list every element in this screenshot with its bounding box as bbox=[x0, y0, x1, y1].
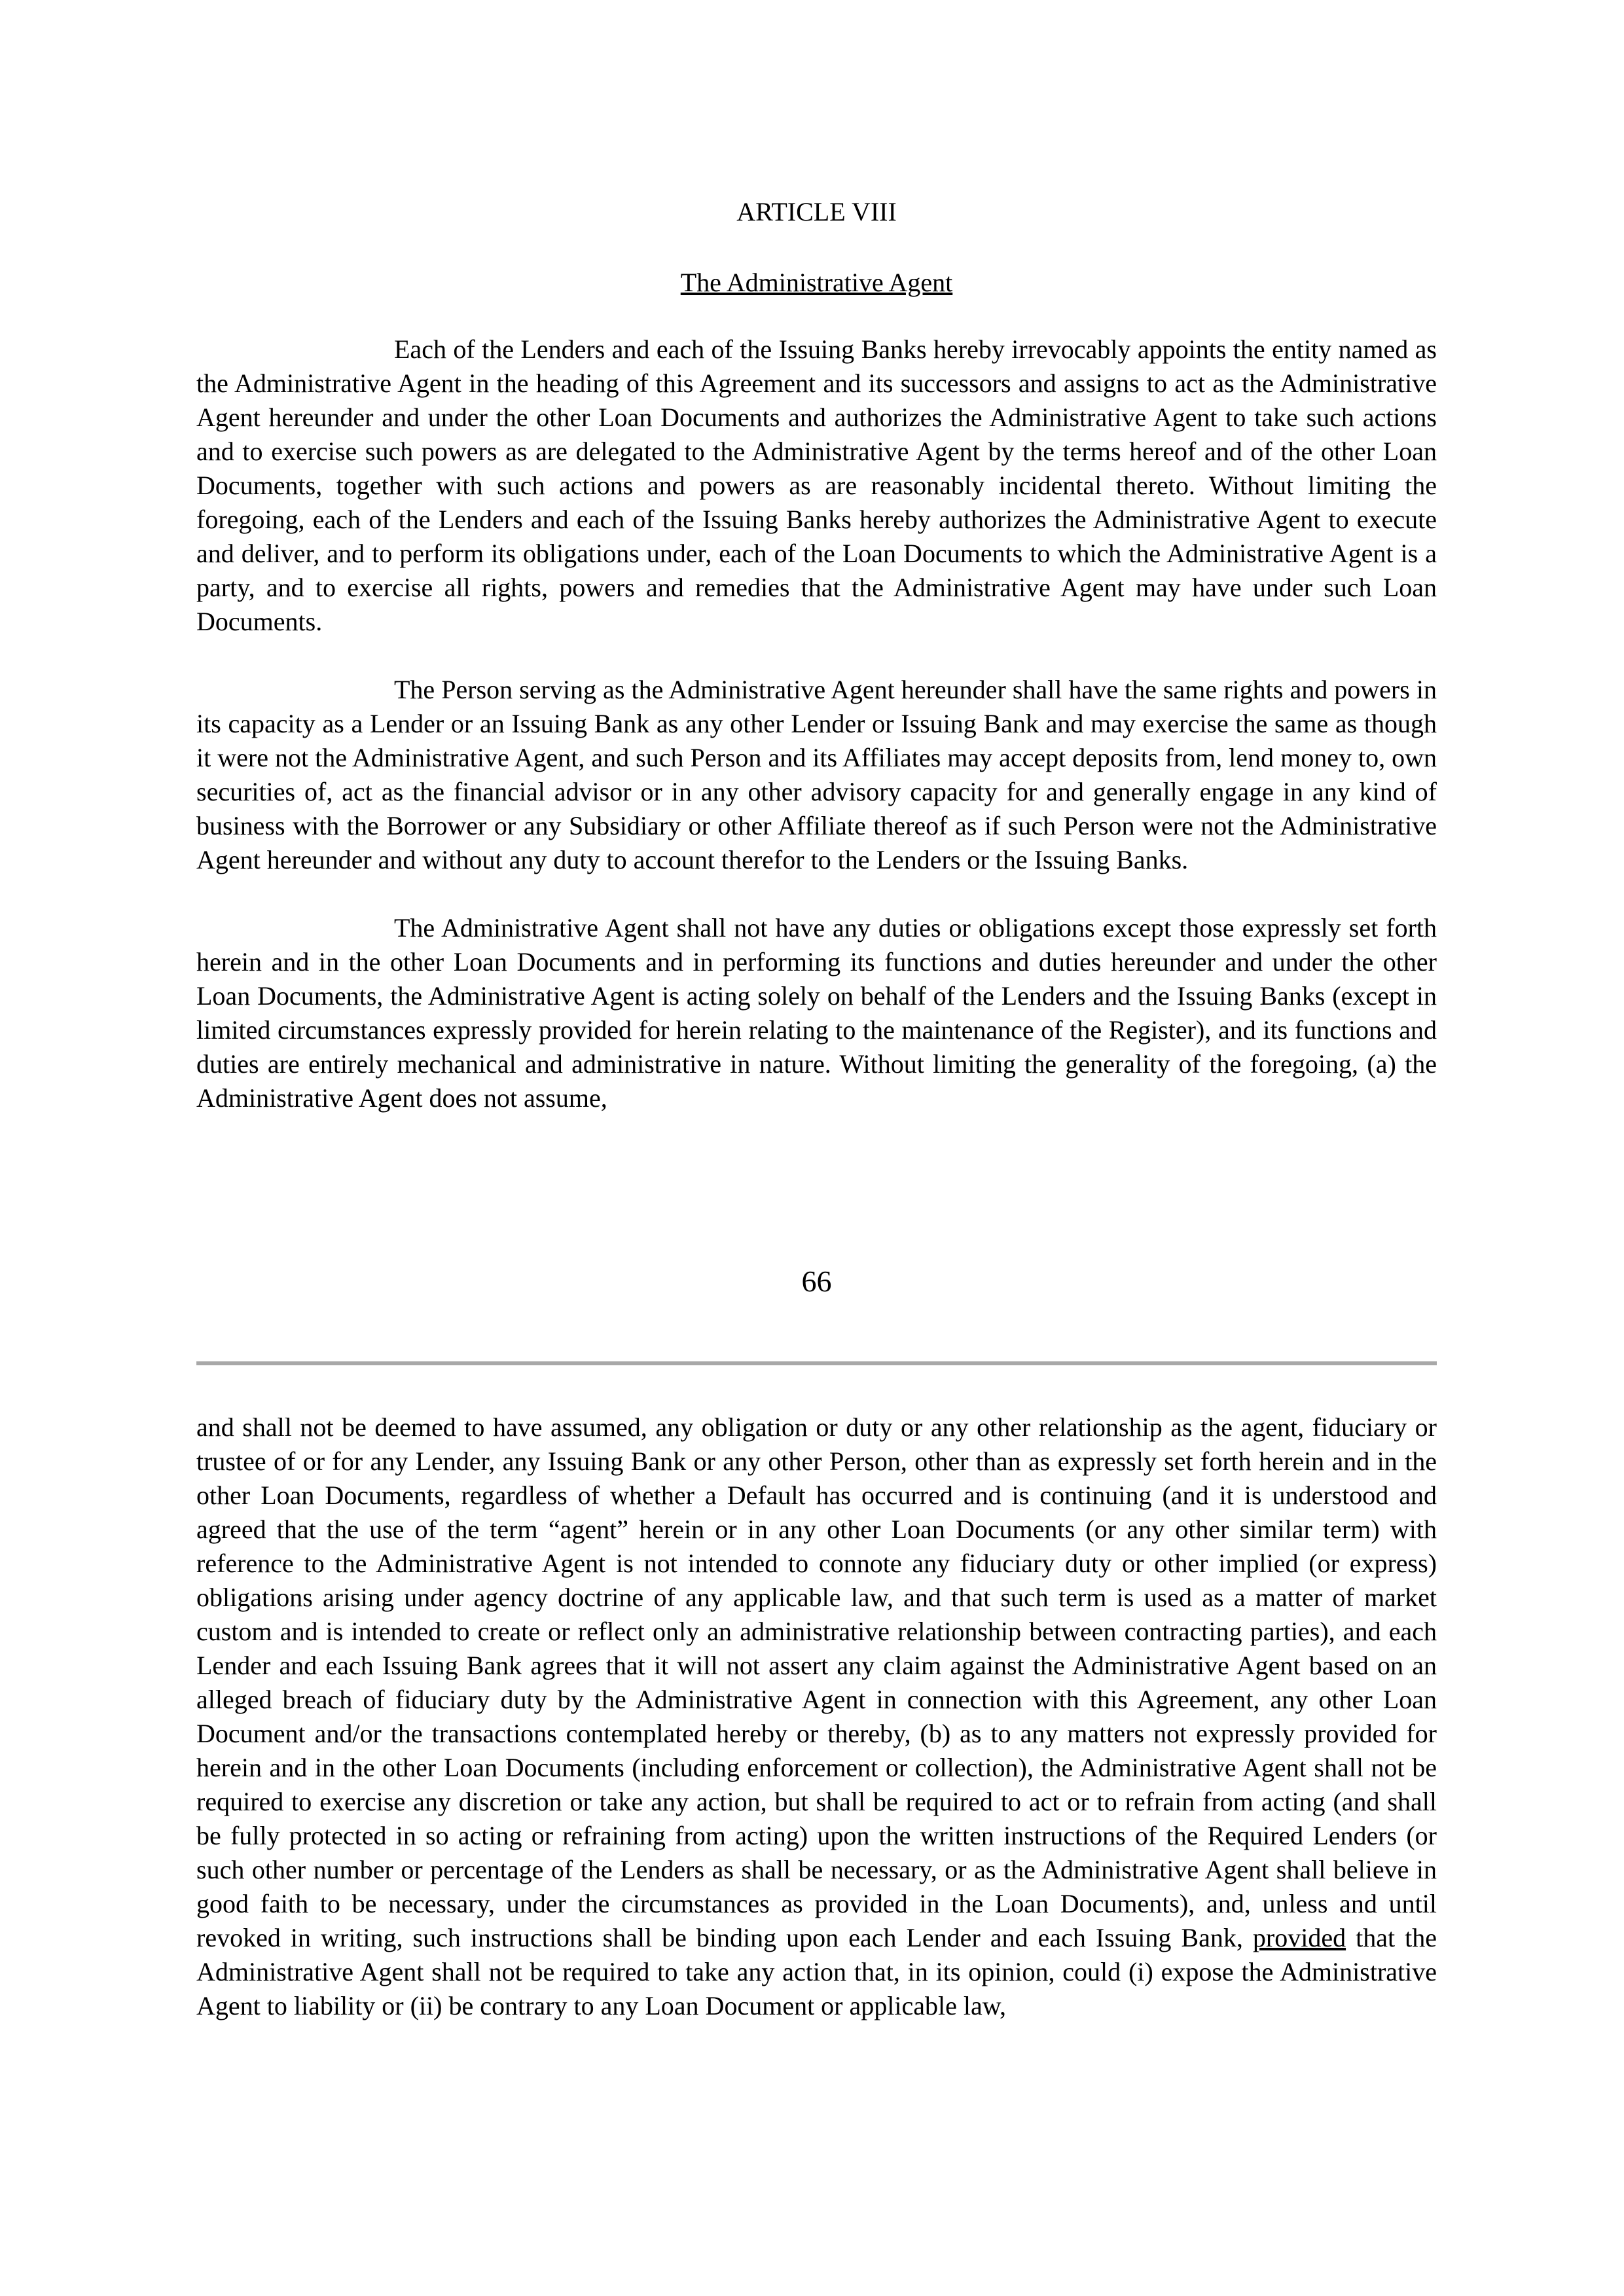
continuation-text-before: and shall not be deemed to have assumed, any obligation or duty or any other relationship as the agent, fiduciary or trustee of or for any Lender, any Issuing Bank or any other Person, other than as expressly set forth herein and in the other Loan Documents, regardless of whether a Default has occurred and is continuing (and it is understood and agreed that the use of the term “agent” herein or in any other Loan Documents (or any other similar term) with reference to the Administrative Agent is not intended to connote any fiduciary duty or other implied (or express) obligations arising under agency doctrine of any applicable law, and that such term is used as a matter of market custom and is intended to create or reflect only an administrative relationship between contracting parties), and each Lender and each Issuing Bank agrees that it will not assert any claim against the Administrative Agent based on an alleged breach of fiduciary duty by the Administrative Agent in connection with this Agreement, any other Loan Document and/or the transactions contemplated hereby or thereby, (b) as to any matters not expressly provided for herein and in the other Loan Documents (including enforcement or collection), the Administrative Agent shall not be required to exercise any discretion or take any action, but shall be required to act or to refrain from acting (and shall be fully protected in so acting or refraining from acting) upon the written instructions of the Required Lenders (or such other number or percentage of the Lenders as shall be necessary, or as the Administrative Agent shall believe in good faith to be necessary, under the circumstances as provided in the Loan Documents), and, unless and until revoked in writing, such instructions shall be binding upon each Lender and each Issuing Bank, bbox=[196, 1412, 1437, 1952]
continuation-text-after: that the Administrative Agent shall not be required to take any action that, in its opinion, could (i) expose the Administrative Agent to liability or (ii) be contrary to any Loan Document or applicable law, bbox=[196, 1923, 1437, 2020]
paragraph-duties: The Administrative Agent shall not have any duties or obligations except those expressly set forth herein and in the other Loan Documents and in performing its functions and duties hereunder and under the other Loan Documents, the Administrative Agent is acting solely on behalf of the Lenders and the Issuing Banks (except in limited circumstances expressly provided for herein relating to the maintenance of the Register), and its functions and duties are entirely mechanical and administrative in nature. Without limiting the generality of the foregoing, (a) the Administrative Agent does not assume, bbox=[196, 913, 1437, 1113]
provided-term: provided bbox=[1252, 1923, 1346, 1952]
page-number: 66 bbox=[801, 1265, 832, 1298]
page-66-body bbox=[196, 195, 1437, 1115]
article-heading: ARTICLE VIII bbox=[736, 197, 897, 226]
page-divider bbox=[196, 1361, 1437, 1365]
continuation-paragraph bbox=[196, 1410, 1437, 2023]
paragraph-appointment: Each of the Lenders and each of the Issuing Banks hereby irrevocably appoints the entity named as the Administrative Agent in the heading of this Agreement and its successors and assigns to act as the Administrative Agent hereunder and under the other Loan Documents and authorizes the Administrative Agent to take such actions and to exercise such powers as are delegated to the Administrative Agent by the terms hereof and of the other Loan Documents, together with such actions and powers as are reasonably incidental thereto. Without limiting the foregoing, each of the Lenders and each of the Issuing Banks hereby authorizes the Administrative Agent to execute and deliver, and to perform its obligations under, each of the Loan Documents to which the Administrative Agent is a party, and to exercise all rights, powers and remedies that the Administrative Agent may have under such Loan Documents. bbox=[196, 334, 1437, 636]
article-title: The Administrative Agent bbox=[680, 268, 953, 297]
paragraph-rights-as-lender: The Person serving as the Administrative Agent hereunder shall have the same rights and powers in its capacity as a Lender or an Issuing Bank as any other Lender or Issuing Bank and may exercise the same as though it were not the Administrative Agent, and such Person and its Affiliates may accept deposits from, lend money to, own securities of, act as the financial advisor or in any other advisory capacity for and generally engage in any kind of business with the Borrower or any Subsidiary or other Affiliate thereof as if such Person were not the Administrative Agent hereunder and without any duty to account therefor to the Lenders or the Issuing Banks. bbox=[196, 675, 1437, 874]
page-67-body bbox=[196, 1410, 1437, 2023]
